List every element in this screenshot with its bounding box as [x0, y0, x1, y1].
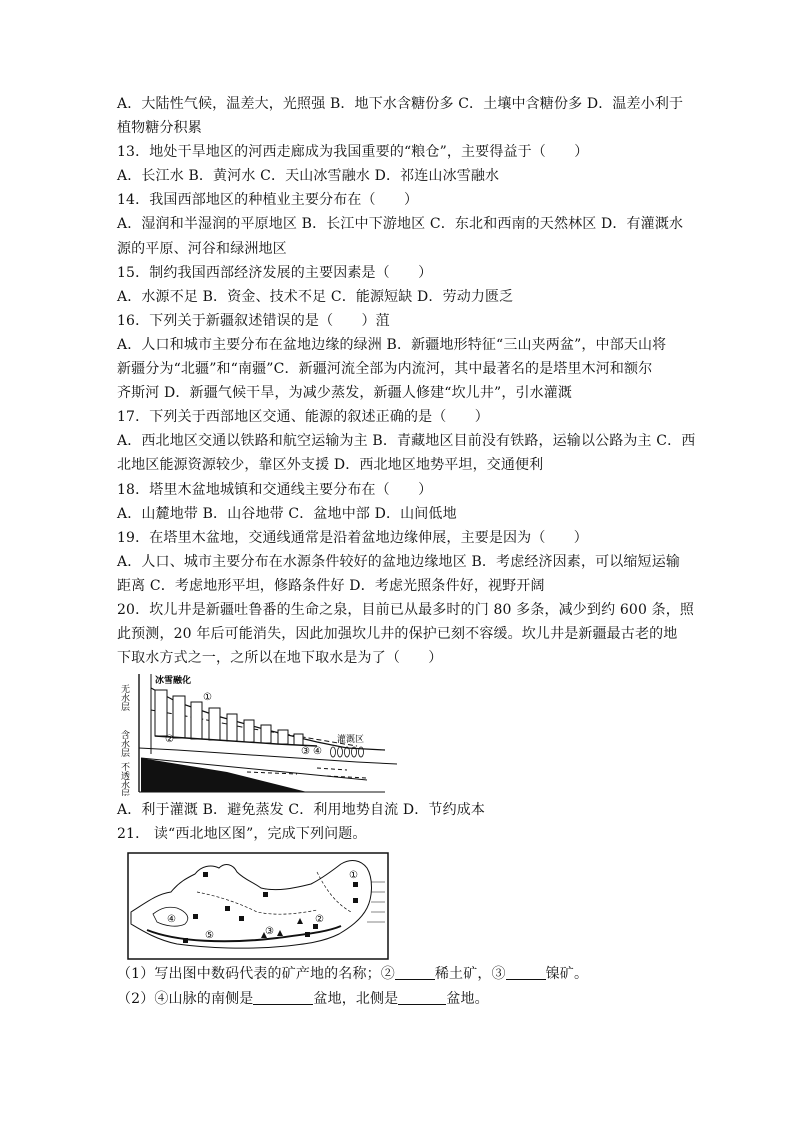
map-marker-3: ③	[265, 926, 274, 938]
question-16: 16．下列关于新疆叙述错误的是（ ）菹	[117, 312, 390, 329]
question-13: 13．地处干旱地区的河西走廊成为我国重要的“粮仓”，主要得益于（ ）	[117, 144, 589, 161]
question-20-cont: 此预测，20 年后可能消失，因此加强坎儿井的保护已刻不容缓。坎儿井是新疆最古老的地	[117, 626, 678, 643]
answer-blank[interactable]	[253, 990, 313, 1005]
options-19: A．人口、城市主要分布在水源条件较好的盆地边缘地区 B．考虑经济因素，可以缩短运输	[117, 553, 680, 570]
question-15: 15．制约我国西部经济发展的主要因素是（ ）	[117, 264, 433, 281]
marker-2: ②	[165, 734, 174, 746]
question-21-1	[117, 962, 692, 986]
marker-4: ④	[313, 746, 322, 758]
question-17: 17．下列关于西部地区交通、能源的叙述正确的是（ ）	[117, 409, 489, 426]
q21-2-mid: 盆地，北侧是	[313, 990, 399, 1007]
layer-label-dry: 无水层	[119, 684, 129, 712]
question-block	[117, 92, 696, 670]
options-15: A．水源不足 B．资金、技术不足 C．能源短缺 D．劳动力匮乏	[117, 288, 514, 305]
question-20: 20．坎儿井是新疆吐鲁番的生命之泉，目前已从最多时的门 80 多条，减少到约 600 条，照	[117, 601, 695, 618]
irrigation-area-label: 灌溉区	[337, 735, 365, 746]
options-13: A．长江水 B．黄河水 C．天山冰雪融水 D．祁连山冰雪融水	[117, 168, 500, 185]
northwest-map	[127, 852, 389, 960]
options-16-cont: 新疆分为“北疆”和“南疆”C．新疆河流全部为内流河，其中最著名的是塔里木河和额尔	[117, 361, 653, 378]
layer-label-aquifer: 含水层	[119, 730, 129, 758]
layer-label-impermeable: 不透水层	[119, 762, 129, 797]
answer-blank[interactable]	[398, 990, 446, 1005]
map-marker-1: ①	[349, 870, 358, 882]
question-18: 18．塔里木盆地城镇和交通线主要分布在（ ）	[117, 481, 433, 498]
text-line: A．大陆性气候，温差大，光照强 B．地下水含糖份多 C．土壤中含糖份多 D．温差小利于	[117, 96, 684, 112]
options-20: A．利于灌溉 B．避免蒸发 C．利用地势自流 D．节约成本	[117, 802, 486, 819]
q21-2-pre: （2）④山脉的南侧是	[117, 990, 254, 1007]
question-19: 19．在塔里木盆地，交通线通常是沿着盆地边缘伸展，主要是因为（ ）	[117, 529, 588, 546]
diagram-title: 冰雪融化	[155, 676, 192, 687]
q21-1-post: 镍矿。	[545, 966, 589, 983]
karez-diagram-svg	[117, 672, 417, 796]
northwest-map-svg	[127, 852, 389, 960]
options-18: A．山麓地带 B．山谷地带 C．盆地中部 D．山间低地	[117, 505, 457, 522]
map-marker-4: ④	[167, 914, 176, 926]
map-marker-5: ⑤	[205, 930, 214, 942]
options-19-cont: 距离 C．考虑地形平坦，修路条件好 D．考虑光照条件好，视野开阔	[117, 577, 545, 594]
question-20-cont: 下取水方式之一，之所以在地下取水是为了（ ）	[117, 650, 443, 667]
options-17: A．西北地区交通以铁路和航空运输为主 B．青藏地区目前没有铁路，运输以公路为主 C．西	[117, 433, 696, 450]
document-page	[117, 92, 696, 1011]
options-16: A．人口和城市主要分布在盆地边缘的绿洲 B．新疆地形特征“三山夹两盆”，中部天山将	[117, 336, 667, 353]
options-16-cont: 齐斯河 D．新疆气候干旱，为减少蒸发，新疆人修建“坎儿井”，引水灌溉	[117, 385, 573, 402]
options-14: A．湿润和半湿润的平原地区 B．长江中下游地区 C．东北和西南的天然林区 D．有灌溉水	[117, 216, 684, 233]
q21-2-post: 盆地。	[446, 990, 489, 1007]
q21-1-pre: （1）写出图中数码代表的矿产地的名称；②	[117, 966, 395, 983]
marker-1: ①	[203, 692, 212, 704]
marker-3: ③	[301, 746, 310, 758]
options-14-cont: 源的平原、河谷和绿洲地区	[117, 240, 287, 257]
answer-blank[interactable]	[506, 965, 546, 980]
text-line: 植物糖分积累	[117, 120, 202, 137]
q21-1-mid: 稀土矿，③	[434, 966, 506, 983]
karez-diagram	[117, 672, 417, 796]
options-17-cont: 北地区能源资源较少，靠区外支援 D．西北地区地势平坦，交通便利	[117, 457, 544, 474]
question-14: 14．我国西部地区的种植业主要分布在（ ）	[117, 192, 419, 209]
map-marker-2: ②	[315, 914, 324, 926]
answer-blank[interactable]	[395, 965, 435, 980]
question-21-2	[117, 987, 692, 1011]
question-21: 21． 读“西北地区图”，完成下列问题。	[117, 826, 367, 843]
